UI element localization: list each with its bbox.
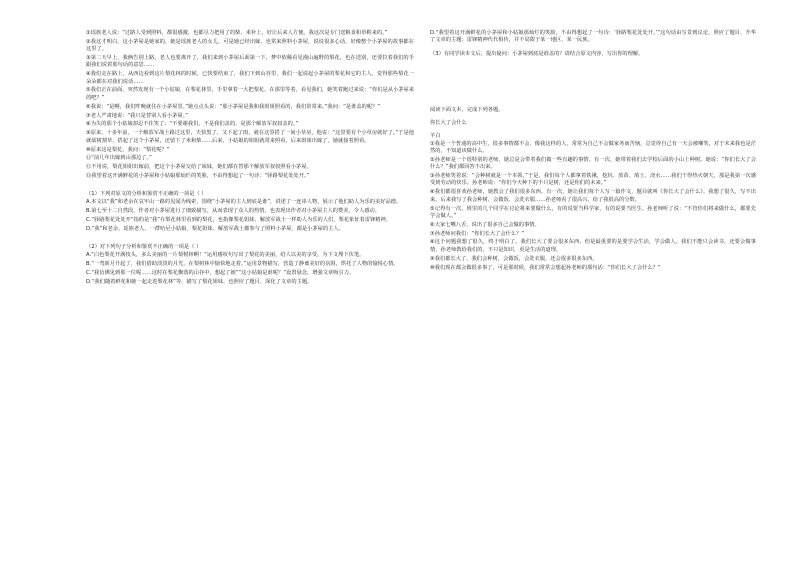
question-2-stem: （2）对下列句子分析和鉴赏不正确的一项是（ ） — [86, 243, 202, 250]
story-paragraph-5: ⑤我们正在前面，突然发现有一个小姑娘，在梨花林里，手里拿着一大把梨花，在那里等着，看见我们，她笑着跑过来说：“你们是从小茅屋来的吧？” — [86, 87, 414, 101]
article-paragraph-2: ②孙老师是一个很特别的老师，她总是会带着我们做一些有趣的事情。有一次，她带着我们去学校后面的小山上种树。她说：“你们长大了会什么？”我们都回答不出来。 — [430, 156, 756, 171]
article-paragraph-1: ①我是一个普通的高中生，很多事情都不会，像我这样的人，常常为自己不会做家务而苦恼，总觉得自己有一天会被嘲笑，对于未来我也是茫然的，不知道该做什么。 — [430, 140, 756, 155]
story-paragraph-7: ⑦老人严肃地说：“我只是替别人看小茅屋。” — [86, 112, 189, 119]
article-paragraph-6: ⑥大家七嘴八舌，说出了很多自己会做的事情。 — [430, 221, 540, 228]
story-paragraph-1: ①瑶族老人说：“过路人受到照料，都很感激，也都尽力把用了的柴、米补上，好让后来人方便。我这次是专门送粮食和草鞋来的。” — [86, 30, 388, 36]
story-paragraph-3: ③第二天早上，我俩告别上路。老人也要离开了，我们来到小茅屋后面第一下，梦中依稀看见漫山遍野的梨花，也在送别，还要拉着我们的手跟我们说着那句话的意思…… — [86, 55, 414, 69]
story-paragraph-8: ⑧为失的那个小姑娘却忍不住笑了：“不要谢我们，不是我们盖的，是那个解放军叔叔盖的。” — [86, 121, 299, 128]
question-1-stem: （1）下列对原文的分析和鉴赏不正确的一项是（ ） — [86, 191, 207, 198]
question-1-option-b: B.第七至十二自然段，作者对小茅屋进行了细致描写，从而表现了众人的热情，也表现出作者对小茅屋主人的赞美，令人感动。 — [86, 208, 381, 215]
question-2-option-d: D.“我们随着鲜花和她一起走进梨花林”等，描写了梨花姐妹，也照应了题目，深化了文章的主题。 — [86, 278, 313, 285]
article-paragraph-9: ⑨我们都长大了，我们会种树，会做饭，会洗衣服，还会很多很多东西。 — [430, 255, 598, 262]
right-column — [430, 30, 756, 273]
question-1-option-a: A.本文以“我”和老余在哀牢山一路的见闻为线索，围绕“小茅屋的主人到底是谁”，讲述了一连串人物，展示了他们助人为乐的美好品德。 — [86, 199, 402, 206]
story-paragraph-11: ⑪“前几年出嫁到山那边了。” — [86, 155, 152, 162]
question-2-option-c: C.“我仿佛见到那一位呢……这时在梨花飘落的山谷中，想起了她”“这小姑娘是谁呢？”设置悬念，增强文章吸引力。 — [86, 270, 355, 276]
question-1-option-c: C.“驿路梨花处处开”指的是“我”在梨花林里看到的梨花，也指像梨花姐妹、解放军战士一样助人为乐的人们，梨花象征着雷锋精神。 — [86, 217, 391, 224]
article-paragraph-3: ③孙老师笑着说：“会种树就是一个本领。”于是，我们每个人都拿着铁锹，挖坑、放苗、填土、浇水……我们干得热火朝天，那是我第一次感受到劳动的快乐。孙老师说：“你们今天种下的不只是树，还是你们的未来。” — [430, 173, 756, 187]
article-author: 羊白 — [430, 132, 441, 139]
story-paragraph-12: ⑫不用说，梨花姐姐出嫁前，把这个小茅屋交给了妹妹，她们都在替那个解放军叔叔照看小茅屋。 — [86, 164, 312, 171]
question-3-stem: （3）有同学读本文后，提出疑问：小茅屋到底是谁盖的？请结合原文内容，写出你的理解。 — [430, 51, 644, 58]
story-paragraph-6: ⑥我说：“是啊，我们昨晚就住在小茅屋里。”她点点头说：“那小茅屋是我和我姐姐照看的，我们常常来。”我问：“是谁盖的呢？” — [86, 103, 381, 110]
question-2-option-d-continued: D.“我望着这开满鲜花的小茅屋和小姑娘那灿烂的笑脸，不由得想起了一句诗：‘驿路梨花处处开。’”这句话由写景到议论，照应了题目，升华了文章的主题：雷锋精神代代相传，并不局限于某一地区、某一民族。 — [430, 30, 756, 44]
story-paragraph-13: ⑬我望着这开满鲜花的小茅屋和小姑娘那灿烂的笑脸，不由得想起了一句诗：“驿路梨花处处开。” — [86, 173, 310, 180]
article-title: 你长大了会什么 — [430, 119, 467, 126]
article-paragraph-10: ⑩我们现在都会做很多事了，可是那时候，我们常常会想起孙老师的那句话：“你们长大了会什么？” — [430, 264, 661, 271]
story-paragraph-9: ⑨原来，十多年前，一个解放军战士路过这里，天快黑了，又下起了雨，就在这里搭了一间小草房，他说：“这里要有个小草房就好了。”于是他就砍树割草，搭起了这个小茅屋，还留下了米和柴……后来，小姑娘的姐姐就常来照看，后来姐姐出嫁了，她就接着照看。 — [86, 130, 414, 144]
reading-instruction: 阅读下面文本，完成下列各题。 — [430, 107, 504, 114]
article-paragraph-8: ⑧这个问题我想了很久，终于明白了。我们长大了要会很多东西，但是最重要的是要学会生活，学会做人。我们不能只会读书，还要会做事情，孙老师教给我们的，不只是知识，更是生活的道理。 — [430, 239, 756, 253]
story-paragraph-10: ⑩原来这是梨花，我问：“梨花呢？” — [86, 146, 170, 153]
left-column — [86, 30, 414, 288]
question-2-option-a: A.“白色梨花开满枝头，多么美丽的一片梨树林啊！”运用感叹句写出了梨花的美丽，给人以美的享受，为下文埋下伏笔。 — [86, 252, 365, 259]
question-1-option-d: D.“我”和老余、瑶族老人、一群哈尼小姑娘、梨花姐妹、解放军战士都参与了照料小茅屋，都是小茅屋的主人。 — [86, 226, 344, 233]
article-paragraph-7: ⑦孙老师问我们：“你们长大了会什么？” — [430, 230, 525, 237]
story-paragraph-4: ④我们走在路上，从西边看到这片梨花林的时候，已快要结束了，我们下到山谷里，我们一起说起小茅屋的梨花和它的主人，觉得那些梨花一朵朵都在对我们说话…… — [86, 71, 414, 85]
story-paragraph-2: ②我这才明白，这小茅屋是她家的，她是瑶族老人的女儿，可是她已经出嫁，也常来照料小茅屋，说说很多心话，好像整个小茅屋的故事都在这里了。 — [86, 38, 414, 53]
question-2-option-b: B.“一弯新月升起了，我们借助淡淡的月光，在梨树林中愉快地走着。”运用景物描写，营造了静谧美好的氛围，烘托了人物的愉悦心情。 — [86, 261, 399, 268]
article-paragraph-4: ④我们都很喜欢孙老师，她教会了我们很多东西。有一次，她让我们每个人写一篇作文，题目就叫《你长大了会什么》。我想了很久，写不出来，后来我写了我会种树、会做饭、会洗衣服……孙老师看了很高兴，给了我很高的分数。 — [430, 189, 756, 203]
article-paragraph-5: ⑤记得有一次，班里的几个同学在讨论将来要做什么，有的说要当科学家，有的说要当医生。孙老师听了说：“不管你们将来做什么，都要先学会做人。” — [430, 205, 756, 219]
